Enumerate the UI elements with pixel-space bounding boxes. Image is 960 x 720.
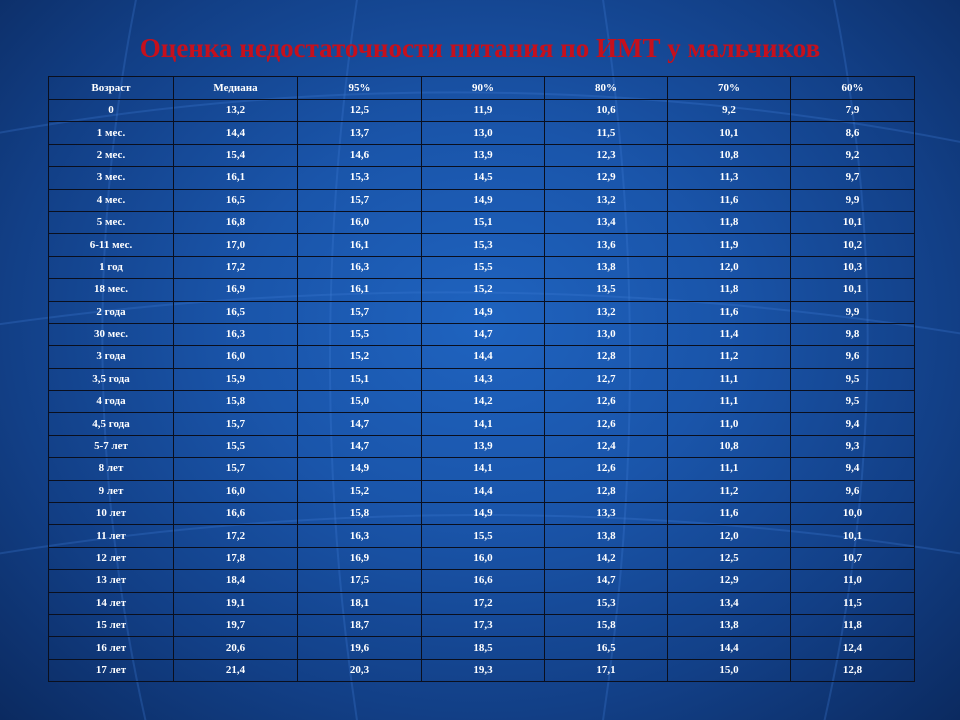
cell-95: 16,3	[298, 256, 422, 278]
cell-95: 15,8	[298, 503, 422, 525]
cell-90: 13,9	[422, 435, 545, 457]
cell-70: 11,1	[668, 458, 791, 480]
table-row	[49, 614, 915, 636]
cell-70: 14,4	[668, 637, 791, 659]
cell-80: 15,8	[545, 614, 668, 636]
cell-60: 9,3	[791, 435, 915, 457]
cell-80: 13,6	[545, 234, 668, 256]
cell-age: 2 года	[49, 301, 174, 323]
cell-60: 9,2	[791, 144, 915, 166]
cell-median: 21,4	[174, 659, 298, 681]
table-row	[49, 480, 915, 502]
cell-95: 18,7	[298, 614, 422, 636]
cell-60: 9,9	[791, 301, 915, 323]
cell-95: 15,2	[298, 480, 422, 502]
cell-median: 17,2	[174, 525, 298, 547]
cell-80: 13,5	[545, 279, 668, 301]
table-row	[49, 301, 915, 323]
table-row	[49, 167, 915, 189]
cell-age: 2 мес.	[49, 144, 174, 166]
table-row	[49, 525, 915, 547]
cell-median: 19,7	[174, 614, 298, 636]
cell-60: 9,5	[791, 368, 915, 390]
cell-95: 15,2	[298, 346, 422, 368]
cell-70: 11,4	[668, 323, 791, 345]
cell-60: 11,5	[791, 592, 915, 614]
cell-60: 9,5	[791, 391, 915, 413]
cell-90: 13,9	[422, 144, 545, 166]
cell-60: 10,1	[791, 211, 915, 233]
cell-median: 16,6	[174, 503, 298, 525]
table-row	[49, 547, 915, 569]
cell-90: 18,5	[422, 637, 545, 659]
cell-age: 4 мес.	[49, 189, 174, 211]
table-row	[49, 592, 915, 614]
cell-60: 9,8	[791, 323, 915, 345]
cell-95: 15,5	[298, 323, 422, 345]
cell-95: 15,7	[298, 189, 422, 211]
cell-80: 14,7	[545, 570, 668, 592]
cell-age: 10 лет	[49, 503, 174, 525]
cell-70: 11,2	[668, 346, 791, 368]
cell-80: 17,1	[545, 659, 668, 681]
cell-80: 12,3	[545, 144, 668, 166]
cell-90: 16,0	[422, 547, 545, 569]
cell-80: 13,0	[545, 323, 668, 345]
cell-age: 1 мес.	[49, 122, 174, 144]
cell-age: 6-11 мес.	[49, 234, 174, 256]
cell-60: 8,6	[791, 122, 915, 144]
cell-median: 15,7	[174, 458, 298, 480]
cell-90: 17,2	[422, 592, 545, 614]
cell-95: 16,0	[298, 211, 422, 233]
cell-median: 14,4	[174, 122, 298, 144]
table-row	[49, 256, 915, 278]
cell-median: 16,0	[174, 346, 298, 368]
table-body	[49, 100, 915, 682]
cell-90: 16,6	[422, 570, 545, 592]
cell-60: 12,4	[791, 637, 915, 659]
cell-median: 15,9	[174, 368, 298, 390]
cell-70: 13,4	[668, 592, 791, 614]
cell-age: 8 лет	[49, 458, 174, 480]
cell-80: 12,8	[545, 346, 668, 368]
cell-80: 14,2	[545, 547, 668, 569]
cell-95: 18,1	[298, 592, 422, 614]
cell-95: 14,7	[298, 413, 422, 435]
cell-age: 5-7 лет	[49, 435, 174, 457]
cell-median: 18,4	[174, 570, 298, 592]
cell-70: 11,0	[668, 413, 791, 435]
cell-median: 20,6	[174, 637, 298, 659]
column-header-80: 80%	[545, 77, 668, 100]
column-header-age: Возраст	[49, 77, 174, 100]
cell-80: 15,3	[545, 592, 668, 614]
cell-80: 12,8	[545, 480, 668, 502]
cell-70: 12,5	[668, 547, 791, 569]
table-row	[49, 323, 915, 345]
cell-age: 4 года	[49, 391, 174, 413]
cell-60: 9,6	[791, 346, 915, 368]
table-row	[49, 211, 915, 233]
table-row	[49, 144, 915, 166]
cell-age: 4,5 года	[49, 413, 174, 435]
table-row	[49, 189, 915, 211]
column-header-95: 95%	[298, 77, 422, 100]
table-row	[49, 279, 915, 301]
cell-90: 14,4	[422, 346, 545, 368]
cell-60: 11,0	[791, 570, 915, 592]
cell-median: 19,1	[174, 592, 298, 614]
cell-age: 11 лет	[49, 525, 174, 547]
cell-80: 12,4	[545, 435, 668, 457]
cell-median: 15,4	[174, 144, 298, 166]
slide-title: Оценка недостаточности питания по ИМТ у мальчиков	[139, 33, 821, 63]
cell-95: 16,3	[298, 525, 422, 547]
cell-70: 11,6	[668, 503, 791, 525]
cell-70: 13,8	[668, 614, 791, 636]
cell-90: 15,5	[422, 525, 545, 547]
cell-70: 12,0	[668, 256, 791, 278]
cell-60: 10,1	[791, 279, 915, 301]
cell-70: 11,6	[668, 189, 791, 211]
cell-70: 11,1	[668, 368, 791, 390]
cell-60: 9,4	[791, 458, 915, 480]
cell-age: 3 мес.	[49, 167, 174, 189]
cell-95: 14,7	[298, 435, 422, 457]
cell-80: 12,7	[545, 368, 668, 390]
cell-90: 14,9	[422, 301, 545, 323]
cell-90: 19,3	[422, 659, 545, 681]
cell-age: 15 лет	[49, 614, 174, 636]
table-row	[49, 122, 915, 144]
cell-70: 12,9	[668, 570, 791, 592]
cell-age: 14 лет	[49, 592, 174, 614]
cell-80: 12,6	[545, 413, 668, 435]
cell-age: 3,5 года	[49, 368, 174, 390]
cell-80: 13,4	[545, 211, 668, 233]
cell-age: 1 год	[49, 256, 174, 278]
cell-90: 14,5	[422, 167, 545, 189]
column-header-70: 70%	[668, 77, 791, 100]
column-header-median: Медиана	[174, 77, 298, 100]
cell-90: 17,3	[422, 614, 545, 636]
cell-80: 13,8	[545, 256, 668, 278]
cell-80: 13,3	[545, 503, 668, 525]
cell-95: 14,6	[298, 144, 422, 166]
cell-70: 11,8	[668, 279, 791, 301]
cell-90: 15,5	[422, 256, 545, 278]
cell-median: 16,1	[174, 167, 298, 189]
cell-median: 17,0	[174, 234, 298, 256]
cell-90: 14,1	[422, 458, 545, 480]
cell-90: 14,3	[422, 368, 545, 390]
cell-60: 7,9	[791, 100, 915, 122]
cell-70: 10,8	[668, 144, 791, 166]
cell-age: 17 лет	[49, 659, 174, 681]
cell-80: 13,2	[545, 189, 668, 211]
table-row	[49, 570, 915, 592]
cell-80: 12,6	[545, 391, 668, 413]
cell-60: 10,3	[791, 256, 915, 278]
cell-median: 16,3	[174, 323, 298, 345]
cell-80: 11,5	[545, 122, 668, 144]
cell-70: 11,1	[668, 391, 791, 413]
table-row	[49, 368, 915, 390]
cell-80: 13,8	[545, 525, 668, 547]
cell-median: 16,0	[174, 480, 298, 502]
cell-95: 15,3	[298, 167, 422, 189]
cell-median: 15,7	[174, 413, 298, 435]
cell-60: 10,2	[791, 234, 915, 256]
cell-80: 12,6	[545, 458, 668, 480]
cell-60: 12,8	[791, 659, 915, 681]
cell-70: 11,6	[668, 301, 791, 323]
cell-95: 15,0	[298, 391, 422, 413]
cell-age: 9 лет	[49, 480, 174, 502]
column-header-60: 60%	[791, 77, 915, 100]
cell-60: 9,6	[791, 480, 915, 502]
cell-median: 16,8	[174, 211, 298, 233]
cell-70: 12,0	[668, 525, 791, 547]
cell-60: 9,4	[791, 413, 915, 435]
table-row	[49, 100, 915, 122]
cell-age: 5 мес.	[49, 211, 174, 233]
cell-80: 12,9	[545, 167, 668, 189]
cell-median: 17,8	[174, 547, 298, 569]
table-row	[49, 458, 915, 480]
cell-95: 16,9	[298, 547, 422, 569]
table-row	[49, 659, 915, 681]
table-row	[49, 637, 915, 659]
cell-70: 10,8	[668, 435, 791, 457]
cell-80: 13,2	[545, 301, 668, 323]
cell-95: 17,5	[298, 570, 422, 592]
column-header-90: 90%	[422, 77, 545, 100]
table-row	[49, 346, 915, 368]
cell-60: 10,0	[791, 503, 915, 525]
cell-median: 15,8	[174, 391, 298, 413]
bmi-table-container	[48, 76, 914, 682]
cell-70: 11,3	[668, 167, 791, 189]
cell-60: 10,1	[791, 525, 915, 547]
cell-95: 15,7	[298, 301, 422, 323]
cell-90: 14,1	[422, 413, 545, 435]
cell-90: 14,7	[422, 323, 545, 345]
cell-80: 10,6	[545, 100, 668, 122]
cell-90: 14,9	[422, 189, 545, 211]
cell-95: 16,1	[298, 279, 422, 301]
table-row	[49, 503, 915, 525]
cell-median: 17,2	[174, 256, 298, 278]
cell-70: 10,1	[668, 122, 791, 144]
cell-95: 20,3	[298, 659, 422, 681]
cell-age: 30 мес.	[49, 323, 174, 345]
cell-median: 16,5	[174, 301, 298, 323]
table-row	[49, 234, 915, 256]
cell-age: 16 лет	[49, 637, 174, 659]
cell-median: 15,5	[174, 435, 298, 457]
cell-median: 13,2	[174, 100, 298, 122]
cell-95: 12,5	[298, 100, 422, 122]
cell-90: 14,4	[422, 480, 545, 502]
cell-60: 11,8	[791, 614, 915, 636]
cell-age: 3 года	[49, 346, 174, 368]
cell-60: 10,7	[791, 547, 915, 569]
cell-80: 16,5	[545, 637, 668, 659]
cell-90: 13,0	[422, 122, 545, 144]
bmi-table	[48, 76, 915, 682]
cell-95: 13,7	[298, 122, 422, 144]
cell-median: 16,9	[174, 279, 298, 301]
cell-70: 9,2	[668, 100, 791, 122]
cell-90: 14,2	[422, 391, 545, 413]
table-header-row	[49, 77, 915, 100]
cell-median: 16,5	[174, 189, 298, 211]
cell-60: 9,7	[791, 167, 915, 189]
table-row	[49, 435, 915, 457]
cell-70: 15,0	[668, 659, 791, 681]
cell-95: 19,6	[298, 637, 422, 659]
cell-95: 14,9	[298, 458, 422, 480]
cell-age: 0	[49, 100, 174, 122]
table-row	[49, 391, 915, 413]
cell-70: 11,2	[668, 480, 791, 502]
cell-age: 18 мес.	[49, 279, 174, 301]
cell-70: 11,8	[668, 211, 791, 233]
cell-90: 15,3	[422, 234, 545, 256]
cell-95: 15,1	[298, 368, 422, 390]
cell-age: 12 лет	[49, 547, 174, 569]
cell-70: 11,9	[668, 234, 791, 256]
cell-95: 16,1	[298, 234, 422, 256]
cell-90: 11,9	[422, 100, 545, 122]
cell-age: 13 лет	[49, 570, 174, 592]
cell-90: 14,9	[422, 503, 545, 525]
cell-90: 15,2	[422, 279, 545, 301]
cell-60: 9,9	[791, 189, 915, 211]
table-row	[49, 413, 915, 435]
cell-90: 15,1	[422, 211, 545, 233]
